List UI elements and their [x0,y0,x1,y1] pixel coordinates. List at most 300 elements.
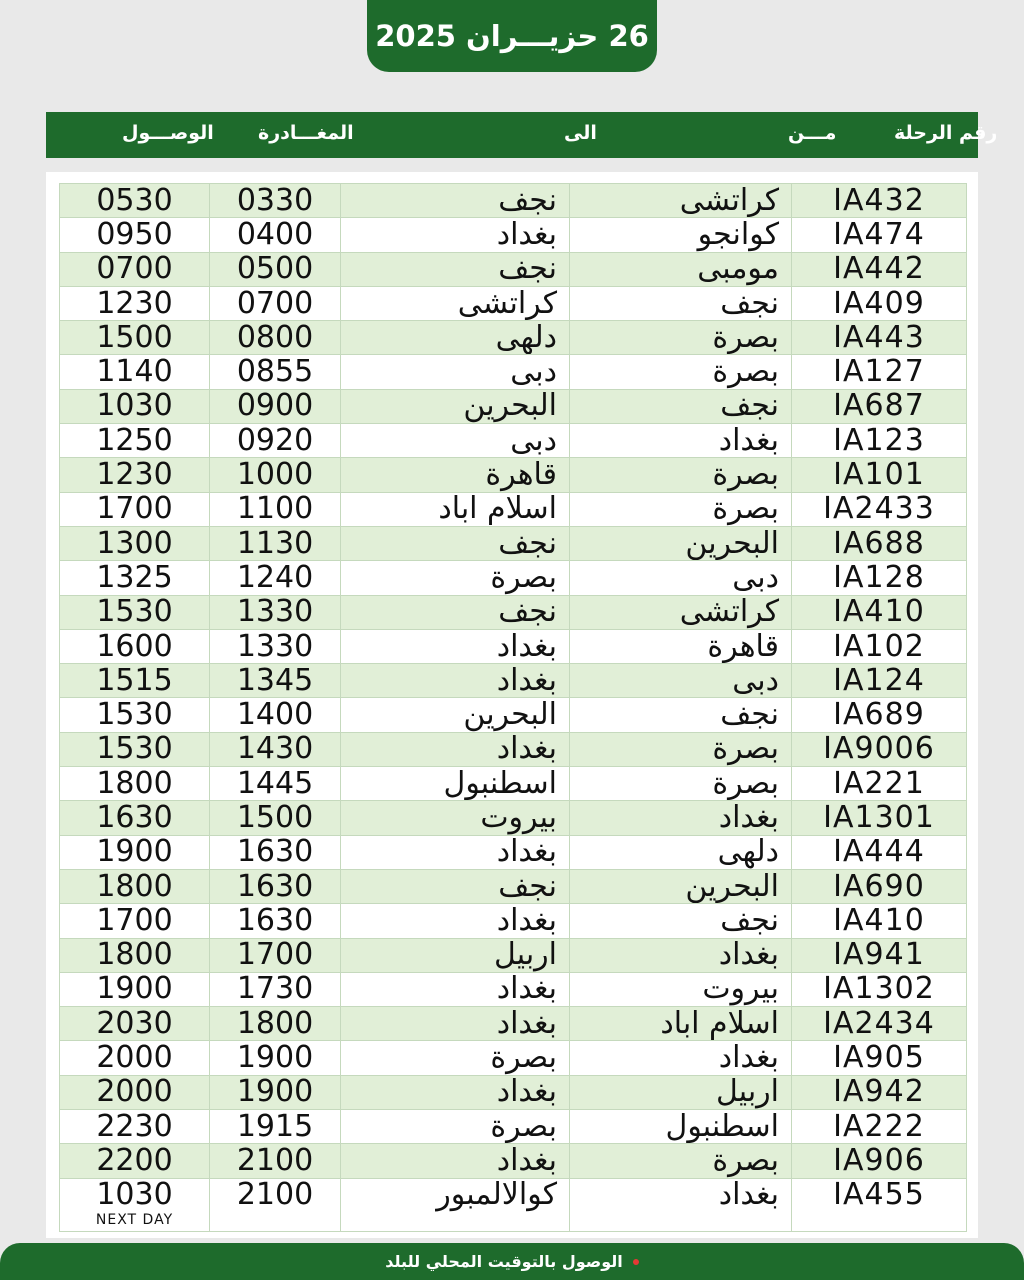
origin-cell-text: دبى [732,663,779,698]
table-row [60,424,967,458]
departure-cell-text: 1430 [236,732,314,767]
destination-cell-text: بغداد [496,972,557,1007]
arrival-cell-text: 2200 [96,1143,173,1178]
origin-cell-text: بغداد [718,1040,779,1076]
flight-number-cell [792,698,967,732]
arrival-cell-text: 2000 [96,1040,173,1076]
column-header-to: الى [564,122,597,144]
origin-cell [570,389,792,423]
departure-cell [210,218,341,252]
arrival-cell [60,1110,210,1144]
departure-cell [210,1007,341,1041]
flight-number-cell-text: IA2433 [823,492,935,527]
arrival-cell [60,355,210,389]
departure-cell-text: 1400 [236,697,314,733]
schedule-panel [46,172,978,1238]
arrival-cell [60,904,210,938]
arrival-cell [60,1041,210,1075]
flight-number-cell-text: IA9006 [823,732,935,767]
departure-cell [210,732,341,766]
flight-number-cell-text: IA2434 [823,1006,935,1041]
table-row [60,526,967,560]
table-row [60,321,967,355]
departure-cell-text: 1130 [236,526,314,561]
departure-cell-text: 2100 [236,1143,314,1178]
destination-cell-text: بغداد [496,835,557,870]
destination-cell [341,458,570,492]
flight-number-cell [792,801,967,835]
arrival-cell [60,698,210,732]
destination-cell [341,1041,570,1075]
departure-cell [210,1110,341,1144]
flight-number-cell-text: IA442 [833,252,925,287]
arrival-cell [60,1007,210,1041]
arrival-cell [60,389,210,423]
departure-cell [210,972,341,1006]
departure-cell [210,526,341,560]
origin-cell-text: بصرة [712,354,779,390]
arrival-cell-text: 1700 [96,903,173,938]
departure-cell [210,389,341,423]
flight-number-cell-text: IA409 [833,286,925,321]
flight-number-cell-text: IA128 [833,560,925,595]
flight-number-cell-text: IA102 [833,629,925,664]
arrival-cell-text: 1630 [96,800,173,835]
flight-number-cell [792,389,967,423]
flight-number-cell-text: IA942 [833,1075,925,1110]
departure-cell-text: 0900 [236,389,314,424]
departure-cell [210,321,341,355]
arrival-cell-text: 1900 [96,835,173,870]
departure-cell-text: 0400 [236,217,314,252]
flight-number-cell [792,904,967,938]
flight-number-cell [792,526,967,560]
origin-cell-text: بغداد [718,423,779,458]
origin-cell [570,869,792,903]
date-title: 26 حزيـــران 2025 [367,0,657,72]
destination-cell-text: دبى [510,423,557,458]
flight-number-cell-text: IA444 [833,835,925,870]
departure-cell [210,1041,341,1075]
departure-cell-text: 1500 [236,800,314,835]
arrival-cell-text: 1515 [96,663,173,698]
arrival-cell [60,526,210,560]
flight-number-cell-text: IA689 [833,697,925,733]
table-row [60,767,967,801]
flight-number-cell [792,1178,967,1231]
flight-number-cell-text: IA455 [833,1178,925,1212]
flight-number-cell [792,252,967,286]
destination-cell [341,869,570,903]
arrival-cell-text: 2030 [96,1006,173,1041]
destination-cell [341,184,570,218]
departure-cell-text: 1730 [236,972,314,1007]
flight-number-cell [792,458,967,492]
arrival-cell [60,595,210,629]
origin-cell [570,732,792,766]
origin-cell-text: بصرة [712,492,779,527]
arrival-cell-text: 1900 [96,972,173,1007]
flight-number-cell-text: IA688 [833,526,925,561]
destination-cell [341,1178,570,1231]
arrival-cell [60,184,210,218]
destination-cell-text: دبى [510,354,557,390]
departure-cell [210,424,341,458]
destination-cell [341,1007,570,1041]
destination-cell [341,595,570,629]
departure-cell [210,869,341,903]
departure-cell-text: 1900 [236,1075,314,1110]
footer-note-text: الوصول بالتوقيت المحلي للبلد [385,1252,623,1271]
destination-cell-text: نجف [498,183,557,218]
table-row [60,458,967,492]
destination-cell-text: نجف [498,869,557,904]
origin-cell-text: بصرة [712,766,779,801]
departure-cell [210,629,341,663]
table-row [60,1075,967,1109]
arrival-cell-text: 1530 [96,732,173,767]
destination-cell [341,218,570,252]
departure-cell-text: 1330 [236,595,314,630]
departure-cell-text: 1330 [236,629,314,664]
destination-cell-text: كوالالمبور [436,1178,557,1212]
table-row [60,218,967,252]
destination-cell [341,1144,570,1178]
origin-cell [570,938,792,972]
flight-number-cell [792,424,967,458]
arrival-cell-text: 1300 [96,526,173,561]
destination-cell-text: نجف [498,526,557,561]
table-row [60,1007,967,1041]
origin-cell-text: دبى [732,560,779,595]
destination-cell [341,629,570,663]
origin-cell [570,972,792,1006]
flight-number-cell-text: IA221 [833,766,925,801]
flight-number-cell-text: IA432 [833,183,925,218]
arrival-cell-text: 1700 [96,492,173,527]
origin-cell-text: البحرين [685,526,779,561]
arrival-cell-text: 1600 [96,629,173,664]
origin-cell [570,424,792,458]
flight-number-cell [792,835,967,869]
departure-cell-text: 0855 [236,354,314,390]
flight-number-cell [792,869,967,903]
table-row [60,869,967,903]
table-row [60,184,967,218]
origin-cell [570,595,792,629]
arrival-cell-text: 1530 [96,595,173,630]
departure-cell-text: 1630 [236,835,314,870]
flight-number-cell-text: IA474 [833,217,925,252]
column-header-arrival: الوصـــول [122,122,214,144]
destination-cell-text: نجف [498,252,557,287]
arrival-cell-text: 0700 [96,252,173,287]
arrival-cell-text: 1800 [96,869,173,904]
origin-cell [570,1041,792,1075]
table-row [60,972,967,1006]
bullet-icon [633,1259,639,1265]
destination-cell-text: اسلام اباد [438,492,557,527]
arrival-cell [60,938,210,972]
arrival-cell-text: 1030 [96,389,173,424]
flight-number-cell [792,1007,967,1041]
arrival-cell [60,801,210,835]
table-row [60,355,967,389]
origin-cell-text: كوانجو [697,217,779,252]
table-row [60,1144,967,1178]
destination-cell-text: بصرة [490,1109,557,1144]
origin-cell-text: بيروت [702,972,779,1007]
departure-cell-text: 1000 [236,457,314,493]
table-row [60,561,967,595]
destination-cell-text: دلهى [495,320,557,355]
arrival-cell-text: 1500 [96,320,173,355]
origin-cell-text: اربيل [716,1075,779,1110]
table-row [60,595,967,629]
arrival-cell [60,835,210,869]
departure-cell-text: 0800 [236,320,314,355]
flight-number-cell-text: IA101 [833,457,925,493]
arrival-cell-text: 1250 [96,423,173,458]
destination-cell [341,972,570,1006]
flight-number-cell [792,938,967,972]
departure-cell-text: 1630 [236,903,314,938]
table-row [60,629,967,663]
flight-number-cell-text: IA690 [833,869,925,904]
flight-number-cell-text: IA410 [833,595,925,630]
destination-cell-text: نجف [498,595,557,630]
departure-cell [210,492,341,526]
origin-cell-text: دلهى [717,835,779,870]
destination-cell [341,286,570,320]
origin-cell [570,1178,792,1231]
arrival-cell [60,972,210,1006]
destination-cell [341,252,570,286]
table-row [60,664,967,698]
arrival-cell [60,492,210,526]
arrival-cell [60,218,210,252]
destination-cell [341,767,570,801]
arrival-cell-text: 1230 [96,286,173,321]
flight-number-cell [792,1110,967,1144]
flight-number-cell [792,355,967,389]
origin-cell [570,1144,792,1178]
origin-cell-text: بغداد [718,800,779,835]
origin-cell-text: نجف [720,389,779,424]
origin-cell [570,1007,792,1041]
arrival-cell [60,1075,210,1109]
departure-cell-text: 1445 [236,766,314,801]
arrival-cell [60,732,210,766]
flight-number-cell [792,664,967,698]
arrival-cell [60,252,210,286]
table-row [60,252,967,286]
flight-number-cell [792,492,967,526]
departure-cell-text: 1900 [236,1040,314,1076]
column-header-flight: رقم الرحلة [894,122,998,144]
flight-number-cell-text: IA905 [833,1040,925,1076]
arrival-cell [60,321,210,355]
departure-cell-text: 1100 [236,492,314,527]
destination-cell-text: البحرين [463,389,557,424]
origin-cell [570,252,792,286]
origin-cell [570,218,792,252]
origin-cell [570,355,792,389]
origin-cell-text: مومبى [697,252,779,287]
destination-cell [341,424,570,458]
departure-cell [210,938,341,972]
departure-cell [210,801,341,835]
flight-number-cell-text: IA1301 [823,800,935,835]
flight-number-cell [792,184,967,218]
origin-cell [570,698,792,732]
destination-cell [341,1075,570,1109]
table-row [60,1178,967,1231]
origin-cell [570,561,792,595]
flight-number-cell [792,1144,967,1178]
column-header-departure: المغـــادرة [258,122,354,144]
table-row [60,904,967,938]
departure-cell-text: 2100 [236,1178,314,1212]
table-row [60,1110,967,1144]
arrival-cell [60,424,210,458]
arrival-cell [60,286,210,320]
flight-number-cell [792,321,967,355]
flight-number-cell [792,732,967,766]
origin-cell-text: بغداد [718,1178,779,1212]
origin-cell [570,664,792,698]
departure-cell [210,561,341,595]
origin-cell [570,458,792,492]
arrival-cell-text: 1140 [96,354,173,390]
destination-cell [341,1110,570,1144]
origin-cell-text: اسطنبول [665,1109,779,1144]
flight-schedule-table [59,183,967,1232]
arrival-cell-text: 1030 [96,1178,173,1212]
table-header [46,112,998,158]
flight-number-cell [792,218,967,252]
departure-cell [210,904,341,938]
arrival-cell [60,664,210,698]
destination-cell [341,526,570,560]
destination-cell [341,904,570,938]
destination-cell [341,561,570,595]
origin-cell-text: بصرة [712,732,779,767]
destination-cell-text: بغداد [496,903,557,938]
destination-cell [341,732,570,766]
arrival-cell-text: 1530 [96,697,173,733]
arrival-cell [60,561,210,595]
origin-cell-text: بغداد [718,938,779,973]
destination-cell-text: كراتشى [457,286,557,321]
origin-cell-text: نجف [720,903,779,938]
destination-cell [341,835,570,869]
flight-number-cell [792,767,967,801]
flight-number-cell [792,1041,967,1075]
flight-number-cell [792,972,967,1006]
destination-cell [341,801,570,835]
table-row [60,801,967,835]
origin-cell [570,835,792,869]
destination-cell [341,664,570,698]
flight-number-cell [792,561,967,595]
origin-cell [570,526,792,560]
flight-number-cell-text: IA127 [833,354,925,390]
origin-cell [570,904,792,938]
origin-cell [570,629,792,663]
destination-cell-text: بغداد [496,663,557,698]
departure-cell-text: 0500 [236,252,314,287]
departure-cell [210,1144,341,1178]
arrival-cell-text: 2230 [96,1109,173,1144]
flight-number-cell-text: IA410 [833,903,925,938]
arrival-cell-text: 1230 [96,457,173,493]
arrival-cell-text: 1325 [96,560,173,595]
next-day-note: NEXT DAY [95,1211,174,1228]
departure-cell [210,595,341,629]
destination-cell [341,492,570,526]
flight-number-cell-text: IA1302 [823,972,935,1007]
destination-cell-text: قاهرة [485,457,557,493]
departure-cell [210,355,341,389]
destination-cell-text: بغداد [496,1143,557,1178]
table-row [60,938,967,972]
arrival-cell [60,458,210,492]
destination-cell-text: بصرة [490,560,557,595]
table-row [60,389,967,423]
origin-cell-text: البحرين [685,869,779,904]
table-row [60,835,967,869]
destination-cell-text: بغداد [496,629,557,664]
arrival-cell [60,869,210,903]
arrival-cell-text: 2000 [96,1075,173,1110]
origin-cell [570,767,792,801]
destination-cell [341,698,570,732]
flight-number-cell-text: IA124 [833,663,925,698]
flight-number-cell [792,595,967,629]
flight-number-cell-text: IA906 [833,1143,925,1178]
flight-number-cell-text: IA222 [833,1109,925,1144]
destination-cell-text: اربيل [494,938,557,973]
arrival-cell [60,767,210,801]
origin-cell-text: نجف [720,286,779,321]
origin-cell-text: نجف [720,697,779,733]
origin-cell [570,286,792,320]
departure-cell [210,458,341,492]
table-row [60,286,967,320]
flight-number-cell-text: IA443 [833,320,925,355]
departure-cell [210,1178,341,1231]
origin-cell-text: قاهرة [707,629,779,664]
arrival-cell-text: 1800 [96,938,173,973]
table-row [60,492,967,526]
departure-cell [210,286,341,320]
arrival-cell-text: 1800 [96,766,173,801]
departure-cell [210,664,341,698]
flight-number-cell-text: IA941 [833,938,925,973]
departure-cell-text: 1345 [236,663,314,698]
departure-cell [210,835,341,869]
departure-cell [210,698,341,732]
origin-cell-text: بصرة [712,1143,779,1178]
flight-number-cell [792,629,967,663]
destination-cell [341,389,570,423]
origin-cell-text: كراتشى [679,595,779,630]
flight-number-cell [792,286,967,320]
departure-cell [210,1075,341,1109]
destination-cell-text: بغداد [496,732,557,767]
departure-cell-text: 1800 [236,1006,314,1041]
